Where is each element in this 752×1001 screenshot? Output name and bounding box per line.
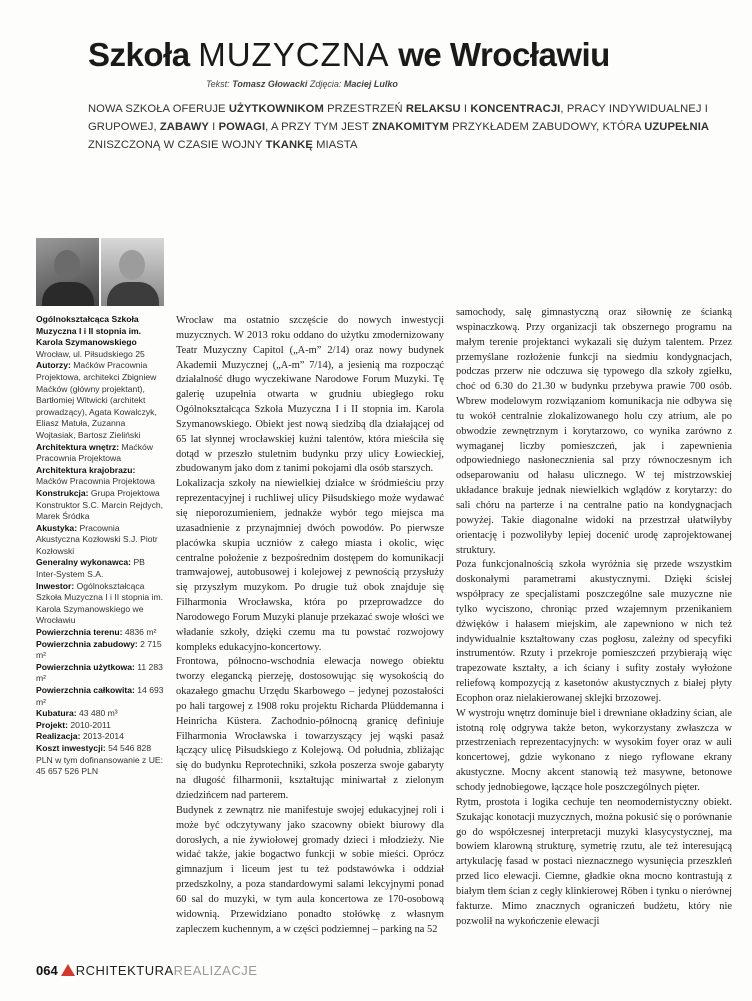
project-info-label: Autorzy: xyxy=(36,360,74,371)
project-info-label: Architektura krajobrazu: xyxy=(36,464,136,475)
lead-text: MIASTA xyxy=(312,139,358,151)
article-title: Szkoła MUZYCZNA we Wrocławiu xyxy=(88,36,610,73)
project-info-label: Powierzchnia zabudowy: xyxy=(36,638,141,649)
project-info-entry xyxy=(36,581,164,627)
lead-keyword: POWAGI xyxy=(218,121,266,133)
project-info-entry xyxy=(36,442,164,465)
lead-keyword: RELAKSU xyxy=(405,103,461,115)
article-paragraph: Wrocław ma ostatnio szczęście do nowych inwestycji muzycznych. W 2013 roku oddano do użytku zmodernizowany Teatr Muzyczny Capitol („A-m” 2/14) oraz nowy budynek Akademii Muzycznej („A-m” 7/14), a jesienią ma rozpocząć działalność długo wyczekiwane Narodowe Forum Muzyki. Tę galerię uzupełnia otwarta w grudniu ubiegłego roku Ogólnokształcąca Szkoła Muzyczna I i II stopnia im. Karola Szymanowskiego. Obiekt jest nową siedzibą dla działającej od 65 lat słynnej wrocławskiej kuźni talentów, która mieściła się dotąd w przeszło stuletnim budynku przy ulicy Łowieckiej, zbudowanym jako dom z tanimi pokojami dla osób starszych. xyxy=(176,315,444,475)
architektura-a-logo-icon xyxy=(61,964,75,976)
page-number: 064 xyxy=(36,963,58,978)
project-info-label: Powierzchnia całkowita: xyxy=(36,685,138,695)
lead-text: I xyxy=(460,103,471,115)
project-info-entry xyxy=(36,465,164,488)
project-info-value: Maćków Pracownia Projektowa, architekci Zbigniew Maćków (główny projektant), Bartłomiej Witwicki (architekt prowadzący), Agata Kowalczyk, Eliasz Matuła, Zuzanna Wojtasiak, Bartosz Zieliński xyxy=(36,360,157,440)
project-info-value: PB Inter-System S.A. xyxy=(36,557,145,580)
article-column-2 xyxy=(456,306,732,929)
article-paragraph: Poza funkcjonalnością szkoła wyróżnia się przede wszystkim doskonałymi parametrami akustycznymi. Dzięki ścisłej współpracy ze specjalistami poszczególne sale muzyczne nie tylko wyciszono, chroniąc przed wzajemnym przenikaniem dźwięków i hałasem miejskim, ale zapewniono w nich też indywidualnie kształtowany czas pogłosu, zależny od specyfiki instrumentów. Rzuty i przekroje pomieszczeń przybierają więc trapezowate kształty, a ich ściany i sufity zostały wyłożone reliefową kompozycją z kasetonów akustycznych z białej płyty Ecophon oraz nielakierowanej sklejki brzozowej. xyxy=(456,559,732,704)
project-info-label: Kubatura: xyxy=(36,708,79,719)
project-info-value: 4836 m² xyxy=(124,627,157,638)
project-info-label: Ogólnokształcąca Szkoła Muzyczna I i II stopnia im. Karola Szymanowskiego xyxy=(36,314,142,348)
project-info-value: 2010-2011 xyxy=(70,719,111,730)
project-info-label: Inwestor: xyxy=(36,580,77,591)
project-info-entry xyxy=(36,720,164,732)
project-info-entry xyxy=(36,639,164,662)
lead-text: , A PRZY TYM JEST xyxy=(265,121,373,133)
project-info-value: Maćków Pracownia Projektowa xyxy=(36,476,155,487)
page-footer xyxy=(36,963,257,978)
article-paragraph: Rytm, prostota i logika cechuje ten neomodernistyczny obiekt. Szukając konotacji muzycznych, można pokusić się o porównanie go do współczesnej interpretacji muzyki klasycystycznej, ma bowiem klarowną strukturę, symetrię rzutu, ale też interesującą artykulację fasad w postaci nieznacznego wysunięcia przeszkleń przed lico elewacji. Ciemne, gładkie okna mocno kontrastują z białym tłem ścian z cegły klinkierowej Röben i tynku o nierównej fakturze. Mimo znacznych ograniczeń budżetu, który nie pozwolił na wykończenie elewacji xyxy=(456,796,732,927)
article-paragraph: W wystroju wnętrz dominuje biel i drewniane okładziny ścian, ale istotną rolę odgrywa także beton, wykorzystany zwłaszcza w przestrzeniach reprezentacyjnych: w wysokim foyer oraz w auli koncertowej, gdzie wykonano z niego ryflowane ekrany akustyczne. Mocny akcent stanowią też masywne, betonowe schody jednobiegowe, łączące hole poszczególnych pięter. xyxy=(456,707,732,793)
project-info-entry xyxy=(36,731,164,743)
lead-keyword: UZUPEŁNIA xyxy=(644,121,710,133)
project-info-label: Architektura wnętrz: xyxy=(36,441,122,452)
section-label: REALIZACJE xyxy=(173,963,258,978)
project-info-value: 2013-2014 xyxy=(82,731,124,742)
project-info-entry xyxy=(36,627,164,639)
article-paragraph: Frontowa, północno-wschodnia elewacja nowego obiektu tworzy elegancką pierzeję, dostosowując się wysokością do okazałego gmachu Urzędu Skarbowego – jedynej pozostałości po hali targowej z 1908 roku projektu Richarda Plüddemanna i Heinricha Küstera. Zachodnio-północną granicę definiuje Filharmonia Wrocławska i towarzyszący jej wąski pasaż łączący ulicę Piłsudskiego z Kolejową. Od południa, zbliżając się do budynku Reprotechniki, szkoła poszerza swoje gabaryty na długość filharmonii, kształtując miniwartał z zielonym dziedzińcem nad parterem. xyxy=(176,656,444,801)
lead-keyword: UŻYTKOWNIKOM xyxy=(228,103,324,115)
lead-text: ZNISZCZONĄ W CZASIE WOJNY xyxy=(88,139,266,151)
lead-text: PRZESTRZEŃ xyxy=(323,103,406,115)
project-info-entry xyxy=(36,523,164,558)
article-paragraph: Budynek z zewnątrz nie manifestuje swojej edukacyjnej roli i może być odczytywany jako szacowny obiekt biurowy dla dorosłych, a nie żywiołowej gromady dzieci i młodzieży. Nie widać także, jakie bogactwo funkcji w sobie mieści. Oprócz gimnazjum i liceum jest tu też podstawówka i oddział przedszkolny, a poza standardowymi salami lekcyjnymi ponad 60 sal do muzyki, w tym aula koncertowa ze 170-osobową widownią. Przewidziano ponadto stołówkę z własnym zapleczem kuchennym, a w części podziemnej – parking na 52 xyxy=(176,804,444,935)
project-info-value: Maćków Pracownia Projektowa xyxy=(36,441,154,464)
project-info-entry xyxy=(36,557,164,580)
article-paragraph: Lokalizacja szkoły na niewielkiej działce w śródmieściu przy reprezentacyjnej i ruchliwej ulicy Piłsudskiego może wydawać się nieporozumieniem, jednakże wybór tego miejsca ma uzasadnienie z przynajmniej dwóch powodów. Po pierwsze placówka skupia uczniów z całego miasta i okolic, więc centralne położenie z bezpośrednim dostępem do komunikacji tramwajowej, autobusowej i kolejowej z pewnością przysłuży się przyszłym muzykom. Po drugie tuż obok znajduje się Filharmonia Wrocławska, która po przeprowadzce do Narodowego Forum Muzyki planuje przekazać swoje włości we władanie szkoły, dzięki czemu ma tu powstać rozwojowy kompleks edukacyjno-koncertowy. xyxy=(176,478,444,653)
project-info-value: 54 546 828 PLN w tym dofinansowanie z UE: 45 657 526 PLN xyxy=(36,742,164,777)
article-lead xyxy=(88,100,732,154)
project-info-value: 14 693 m² xyxy=(36,685,164,707)
architect-photos xyxy=(36,238,164,306)
project-info-entry xyxy=(36,685,164,708)
project-info-label: Projekt: xyxy=(36,719,71,730)
lead-text: I xyxy=(208,121,219,133)
project-info-label: Powierzchnia użytkowa: xyxy=(36,661,138,672)
project-info-value: 11 283 m² xyxy=(36,661,163,684)
lead-text: NOWA SZKOŁA OFERUJE xyxy=(88,103,229,115)
magazine-brand: RCHITEKTURA xyxy=(75,963,174,978)
project-info-value: Wrocław, ul. Piłsudskiego 25 xyxy=(36,348,145,359)
project-info-entry xyxy=(36,360,164,441)
project-info-label: Generalny wykonawca: xyxy=(36,557,134,568)
project-info-entry xyxy=(36,662,164,685)
lead-keyword: KONCENTRACJI xyxy=(470,103,561,115)
lead-text: , PRACY INDYWIDUALNEJ I GRUPOWEJ, xyxy=(88,103,708,133)
project-info-sidebar xyxy=(36,314,164,778)
lead-keyword: ZABAWY xyxy=(159,121,209,133)
article-paragraph: samochody, salę gimnastyczną oraz siłownię ze ścianką wspinaczkową. Przy organizacji tak obszernego programu na małym terenie projektanci wykazali się dużym talentem. Przez przemyślane rozłożenie funkcji na siedmiu kondygnacjach, podczas przerw nie odczuwa się typowego dla szkoły zgiełku, choć od 6.30 do 21.30 w budynku przebywa prawie 700 osób. Wbrew modelowym rozwiązaniom komunikacja nie odbywa się tu wokół centralnie zlokalizowanego holu czy atrium, ale po obwodzie zewnętrznym i korytarzowo, co wynika zarówno z wymaganej liczby pomieszczeń, jak i zapewnienia odpowiedniego nasłonecznienia sal przy równoczesnym ich odseparowaniu od hałasu ulicznego. W tej mistrzowskiej układance brakuje jednak niewielkich wglądów z korytarzy: do sali chóru na parterze i na centralne patio na kondygnacjach powyżej. Takie diagonalne widoki na przestrzał ułatwiłyby orientację i pozwoliłyby lepiej docenić urodę zaprojektowanej struktury. xyxy=(456,307,732,556)
project-info-label: Powierzchnia terenu: xyxy=(36,627,125,638)
project-info-value: 43 480 m³ xyxy=(78,708,118,719)
project-info-label: Koszt inwestycji: xyxy=(36,742,109,753)
lead-text: PRZYKŁADEM ZABUDOWY, KTÓRA xyxy=(448,121,645,133)
project-info-entry xyxy=(36,314,164,360)
project-info-value: 2 715 m² xyxy=(36,638,162,661)
lead-keyword: TKANKĘ xyxy=(265,139,313,151)
article-credits: Tekst: Tomasz Głowacki Zdjęcia: Maciej Lulko xyxy=(206,79,398,89)
project-info-entry xyxy=(36,743,164,778)
project-info-entry xyxy=(36,708,164,720)
project-info-value: Grupa Projektowa Konstruktor S.C. Marcin Rejdych, Marek Śródka xyxy=(36,487,164,522)
project-info-label: Konstrukcja: xyxy=(36,487,91,498)
project-info-value: Pracownia Akustyczna Kozłowski S.J. Piotr Kozłowski xyxy=(36,522,158,556)
project-info-value: Ogólnokształcąca Szkoła Muzyczna I i II stopnia im. Karola Szymanowskiego we Wrocławiu xyxy=(36,580,164,626)
article-column-1 xyxy=(176,314,444,937)
lead-keyword: ZNAKOMITYM xyxy=(372,121,449,133)
architect-photo-2 xyxy=(101,238,164,306)
architect-photo-1 xyxy=(36,238,99,306)
project-info-label: Realizacja: xyxy=(36,731,83,742)
project-info-entry xyxy=(36,488,164,523)
project-info-label: Akustyka: xyxy=(36,522,80,533)
